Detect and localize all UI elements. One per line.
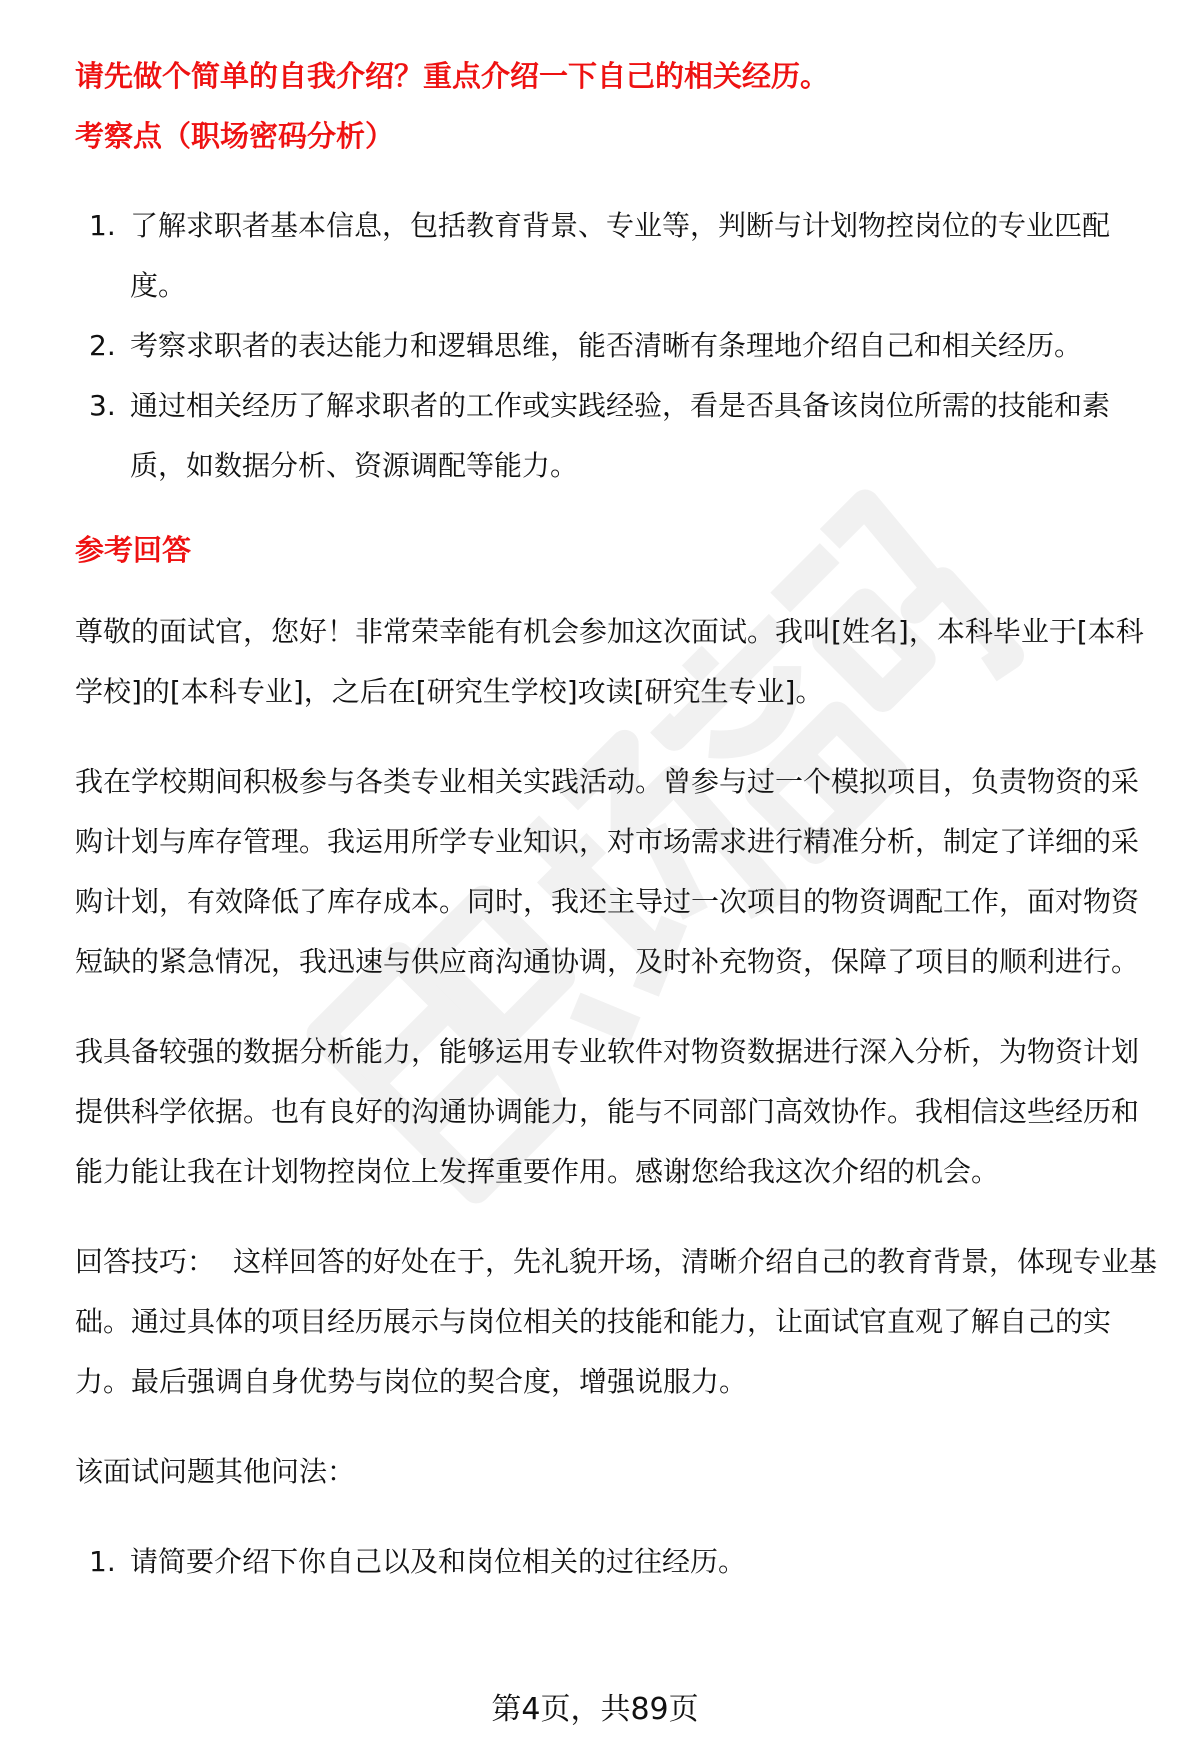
analysis-point-text: 考察求职者的表达能力和逻辑思维，能否清晰有条理地介绍自己和相关经历。 [130, 329, 1083, 362]
alt-questions-list [75, 1532, 1165, 1592]
answer-paragraph: 我具备较强的数据分析能力，能够运用专业软件对物资数据进行深入分析，为物资计划提供科学依据。也有良好的沟通协调能力，能与不同部门高效协作。我相信这些经历和能力能让我在计划物控岗位上发挥重要作用。感谢您给我这次介绍的机会。 [75, 1035, 1140, 1188]
alt-question-text: 请简要介绍下你自己以及和岗位相关的过往经历。 [130, 1545, 747, 1578]
list-number: 3. [89, 389, 116, 422]
analysis-points-list [75, 196, 1165, 496]
tips-paragraph [75, 1232, 1165, 1412]
list-number: 2. [89, 329, 116, 362]
answer-paragraph: 尊敬的面试官，您好！非常荣幸能有机会参加这次面试。我叫[姓名]，本科毕业于[本科学校]的[本科专业]，之后在[研究生学校]攻读[研究生专业]。 [75, 615, 1144, 708]
analysis-point-text: 了解求职者基本信息，包括教育背景、专业等，判断与计划物控岗位的专业匹配度。 [130, 209, 1111, 302]
tips-text: 这样回答的好处在于，先礼貌开场，清晰介绍自己的教育背景，体现专业基础。通过具体的项目经历展示与岗位相关的技能和能力，让面试官直观了解自己的实力。最后强调自身优势与岗位的契合度，增强说服力。 [75, 1245, 1158, 1398]
alt-questions-heading: 该面试问题其他问法： [75, 1455, 356, 1488]
page-footer: 第4页，共89页 [491, 1692, 699, 1727]
content [75, 48, 1165, 1592]
analysis-point [75, 316, 1165, 376]
analysis-point [75, 196, 1165, 316]
answer-paragraph: 我在学校期间积极参与各类专业相关实践活动。曾参与过一个模拟项目，负责物资的采购计划与库存管理。我运用所学专业知识，对市场需求进行精准分析，制定了详细的采购计划，有效降低了库存成本。同时，我还主导过一次项目的物资调配工作，面对物资短缺的紧急情况，我迅速与供应商沟通协调，及时补充物资，保障了项目的顺利进行。 [75, 765, 1140, 978]
list-number: 1. [89, 1545, 116, 1578]
analysis-point [75, 376, 1165, 496]
tips-label: 回答技巧： [75, 1245, 216, 1278]
analysis-point-text: 通过相关经历了解求职者的工作或实践经验，看是否具备该岗位所需的技能和素质，如数据分析、资源调配等能力。 [130, 389, 1111, 482]
reference-heading: 参考回答 [75, 533, 192, 567]
alt-question [75, 1532, 1165, 1592]
list-number: 1. [89, 209, 116, 242]
question-heading: 请先做个简单的自我介绍？重点介绍一下自己的相关经历。 [75, 59, 830, 93]
analysis-heading: 考察点（职场密码分析） [75, 119, 395, 153]
